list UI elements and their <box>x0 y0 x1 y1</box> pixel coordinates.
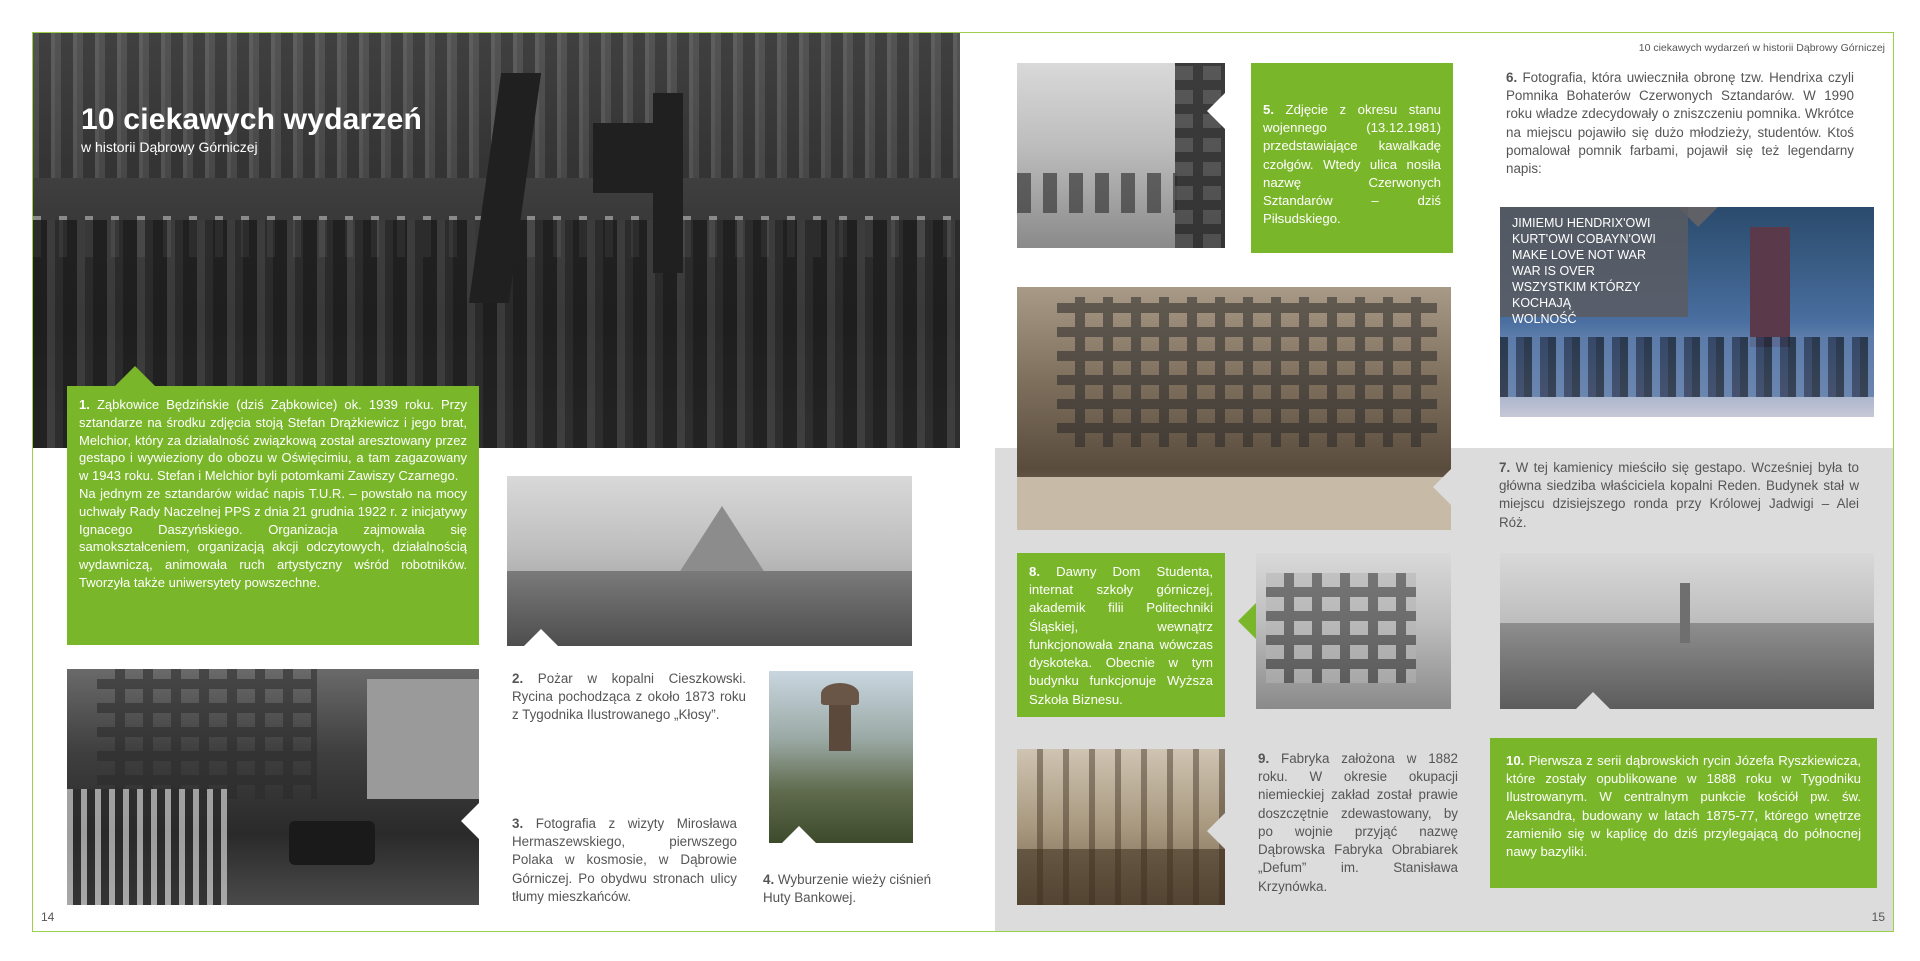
inscription-line-6: WOLNOŚĆ <box>1512 312 1577 326</box>
photo-3-car <box>289 821 375 865</box>
caption-7-number: 7. <box>1499 460 1511 475</box>
banner-flag-3 <box>593 123 663 193</box>
photo-7-street <box>1017 477 1451 530</box>
engraving-church-tower <box>1680 583 1690 643</box>
photo-7-gestapo-building <box>1017 287 1451 530</box>
inscription-line-4: WAR IS OVER <box>1512 264 1595 278</box>
photo-6-monument <box>1750 227 1790 347</box>
caption-7 <box>1499 459 1859 532</box>
caption-8-box <box>1017 553 1225 717</box>
photo-7-pointer <box>1433 469 1451 505</box>
caption-9-text: Fabryka założona w 1882 roku. W okresie okupacji niemieckiej zakład został prawie doszczętnie zdewastowany, by po wojnie przyjąć nazwę Dąbrowska Fabryka Obrabiarek „Defum” im. Stanisława Krzynówka. <box>1258 751 1458 894</box>
caption-1-number: 1. <box>79 397 90 412</box>
caption-9-number: 9. <box>1258 751 1270 766</box>
photo-3-pointer <box>461 803 479 839</box>
engraving-headframe <box>677 506 767 576</box>
page-number-left: 14 <box>41 910 55 924</box>
tower-top <box>821 683 859 705</box>
caption-8-pointer <box>1238 603 1256 639</box>
caption-10-text: Pierwsza z serii dąbrowskich rycin Józefa Ryszkiewicza, które zostały opublikowane w 1888 roku w Tygodniku Ilustrowanym. W centralnym punkcie kościół pw. św. Aleksandra, budowany w latach 1875-77, którego wnętrze zamieniło się w kaplicę do dziś przylegającą do północnej nawy bazyliki. <box>1506 753 1861 860</box>
magazine-spread <box>32 32 1894 932</box>
running-header-right: 10 ciekawych wydarzeń w historii Dąbrowy Górniczej <box>1638 42 1885 54</box>
inscription-line-3: MAKE LOVE NOT WAR <box>1512 248 1647 262</box>
caption-4 <box>763 871 933 907</box>
caption-7-text: W tej kamienicy mieściło się gestapo. Wcześniej była to główna siedziba właściciela kopalni Reden. Budynek stał w miejscu dzisiejszego ronda przy Królowej Jadwigi – Alei Róż. <box>1499 460 1859 530</box>
page-subtitle: w historii Dąbrowy Górniczej <box>81 139 258 155</box>
engraving-ground <box>507 571 912 646</box>
caption-3 <box>512 815 737 906</box>
photo-8-windows <box>1266 573 1416 683</box>
photo-7-windows <box>1057 297 1437 447</box>
caption-6-text: Fotografia, która uwieczniła obronę tzw. Hendrixa czyli Pomnika Bohaterów Czerwonych Sztandarów. W 1990 roku władze zdecydowały o zniszczeniu pomnika. Wkrótce na miejscu pojawiło się dużo młodzieży, studentów. Ktoś pomalował pomnik farbami, pojawił się też legendarny napis: <box>1506 70 1854 177</box>
caption-1-text-2: Na jednym ze sztandarów widać napis T.U.R. – powstało na mocy uchwały Rady Naczelnej PPS z dnia 21 grudnia 1922 r. z inicjatywy Ignacego Daszyńskiego. Organizacja zajmowała się samokształceniem, organizacją akcji odczytowych, działalnością wydawniczą, animowała ruch artystyczny wśród robotników. Tworzyła także uniwersytety powszechne. <box>79 485 467 590</box>
tanks-column <box>1017 173 1177 213</box>
caption-8-text: Dawny Dom Studenta, internat szkoły górniczej, akademik filii Politechniki Śląskiej, wewnątrz funkcjonowała znana wówczas dyskoteka. Obecnie w tym budynku funkcjonuje Wyższa Szkoła Biznesu. <box>1029 564 1213 707</box>
photo-4-water-tower-demolition <box>769 671 913 843</box>
photo-9-pointer <box>1207 813 1225 849</box>
caption-9 <box>1258 750 1458 896</box>
caption-2-text: Pożar w kopalni Cieszkowski. Rycina pochodząca z około 1873 roku z Tygodnika Ilustrowanego „Kłosy”. <box>512 671 746 723</box>
caption-10-box <box>1490 738 1877 888</box>
photo-10-ryszkiewicz-engraving <box>1500 553 1874 709</box>
caption-5-text: Zdjęcie z okresu stanu wojennego (13.12.1981) przedstawiające kawalkadę czołgów. Wtedy ulica nosiła nazwę Czerwonych Sztandarów – dziś Piłsudskiego. <box>1263 102 1441 227</box>
caption-10-number: 10. <box>1506 753 1525 768</box>
photo-5-tanks-martial-law <box>1017 63 1225 248</box>
caption-3-text: Fotografia z wizyty Mirosława Hermaszewskiego, pierwszego Polaka w kosmosie, w Dąbrowie Górniczej. Po obydwu stronach ulicy tłumy mieszkańców. <box>512 816 737 904</box>
photo-2-pointer <box>523 629 559 647</box>
caption-5-box <box>1251 63 1453 253</box>
caption-6-number: 6. <box>1506 70 1518 85</box>
photo-5-building <box>1175 63 1225 248</box>
photo-8-student-house <box>1256 553 1451 709</box>
inscription-line-5: WSZYSTKIM KTÓRZY KOCHAJĄ <box>1512 280 1641 310</box>
caption-1-box <box>67 386 479 645</box>
photo-9-factory <box>1017 749 1225 905</box>
photo-6-crowd <box>1500 337 1874 397</box>
page-title: 10 ciekawych wydarzeń <box>81 103 423 136</box>
caption-1-pointer <box>115 366 155 386</box>
photo-2-cieszkowski-engraving <box>507 476 912 646</box>
caption-4-text: Wyburzenie wieży ciśnień Huty Bankowej. <box>763 872 932 906</box>
caption-2 <box>512 670 746 725</box>
caption-3-number: 3. <box>512 816 524 831</box>
caption-2-number: 2. <box>512 671 524 686</box>
caption-1-text: Ząbkowice Będzińskie (dziś Ząbkowice) ok. 1939 roku. Przy sztandarze na środku zdjęcia stoją Stefan Drążkiewicz i jego brat, Melchior, który za działalność związkową został aresztowany przez gestapo i wywieziony do obozu w Oświęcimiu, a tam zagazowany w 1943 roku. Stefan i Melchior byli potomkami Zawiszy Czarnego. <box>79 397 467 484</box>
photo-4-pointer <box>781 826 817 844</box>
inscription-line-2: KURT'OWI COBAYN'OWI <box>1512 232 1656 246</box>
monument-inscription-overlay <box>1500 207 1688 326</box>
caption-5-number: 5. <box>1263 102 1274 117</box>
photo-3-hermaszewski-visit <box>67 669 479 905</box>
photo-9-machines <box>1017 849 1225 905</box>
caption-4-number: 4. <box>763 872 775 887</box>
photo-3-crowd-left <box>67 789 227 905</box>
photo-5-pointer <box>1207 93 1225 129</box>
photo-3-trees <box>367 679 479 799</box>
page-number-right: 15 <box>1871 910 1885 924</box>
caption-8-number: 8. <box>1029 564 1040 579</box>
photo-10-pointer <box>1575 692 1611 710</box>
photo-3-building <box>97 669 317 799</box>
inscription-line-1: JIMIEMU HENDRIX'OWI <box>1512 216 1651 230</box>
caption-6 <box>1506 69 1854 178</box>
